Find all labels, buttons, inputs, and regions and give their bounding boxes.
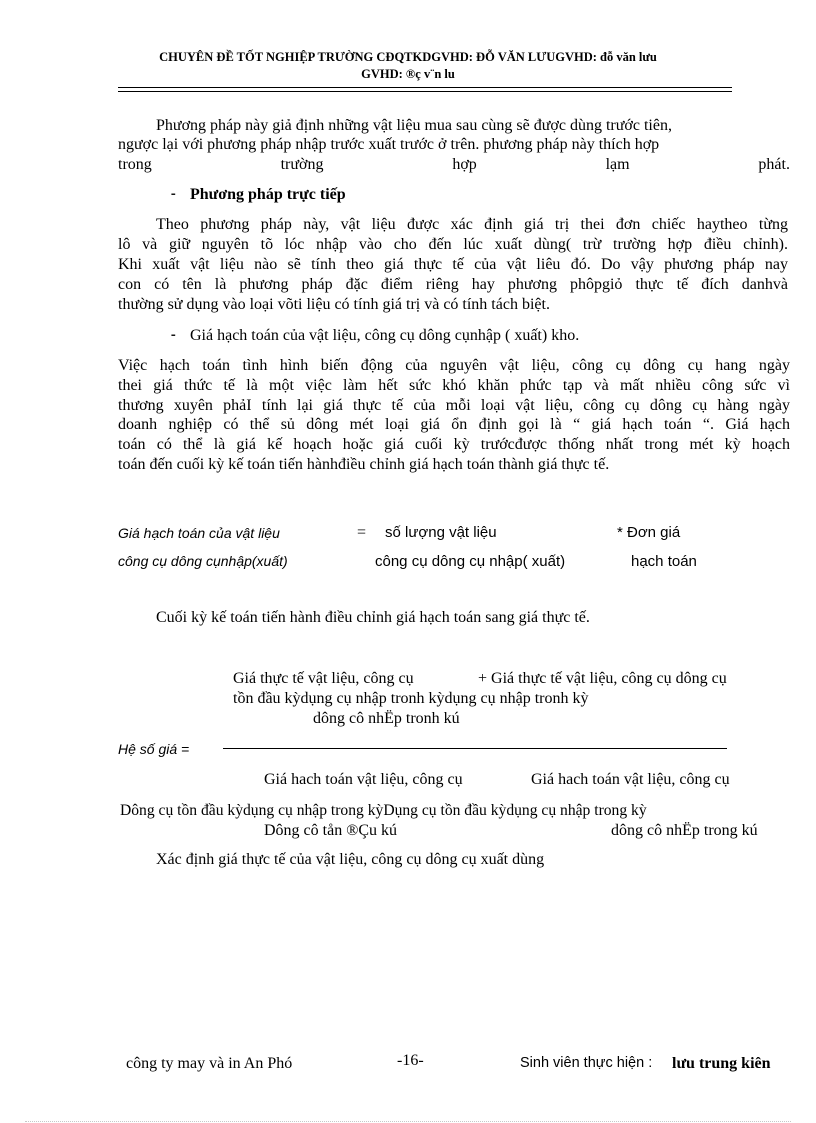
paragraph-line: toán đến cuối kỳ kế toán tiến hànhđiều chỉnh giá hạch toán thành giá thực tế. (118, 456, 610, 473)
formula-label: Hệ số giá = (118, 741, 190, 757)
word: hợp (452, 156, 477, 173)
formula-equals: = (357, 524, 367, 541)
word: trong (118, 156, 152, 173)
paragraph-line: ngược lại với phương pháp nhập trước xuất trước ở trên. phương pháp này thích hợp (118, 136, 660, 153)
word: lạm (605, 156, 630, 173)
formula-lhs: Giá hạch toán của vật liệu (118, 525, 280, 541)
formula-lhs: công cụ dông cụnhập(xuất) (118, 553, 288, 569)
page-header-title: CHUYÊN ĐỀ TỐT NGHIỆP TRƯỜNG CĐQTKDGVHD: ĐỖ VĂN LƯUGVHD: đỗ văn lưu (159, 50, 657, 64)
paragraph-line: doanh nghiệp có thể sủ dông mét loại giá ổn định gọi là “ giá hạch toán “. Giá hạch (118, 416, 790, 433)
formula-numerator: tồn đầu kỳdụng cụ nhập tronh kỳdụng cụ nhập tronh kỳ (233, 690, 589, 707)
formula-term: số lượng vật liệu (385, 524, 497, 541)
paragraph-line: Khi xuất vật liệu nào sẽ tính theo giá thực tế của vật liêu đó. Do vậy phương pháp nay (118, 256, 788, 273)
header-double-rule (118, 87, 732, 92)
bullet-dash-icon: ⁃ (170, 328, 177, 343)
paragraph-line: Việc hạch toán tình hình biến động của nguyên vật liệu, công cụ dông cụ hang ngày (118, 357, 790, 374)
paragraph-line: thei giá thức tế là một việc làm hết sức khó khăn phức tạp và mất nhiều công sức vì (118, 377, 790, 394)
paragraph-line: Cuối kỳ kế toán tiến hành điều chỉnh giá hạch toán sang giá thực tế. (156, 609, 590, 626)
formula-term: hạch toán (631, 553, 697, 570)
footer-page-number: -16- (397, 1052, 424, 1069)
paragraph-line: lô và giữ nguyên tõ lóc nhập vào cho đến lúc xuất dùng( trừ trường hợp điều chỉnh). (118, 236, 788, 253)
paragraph-justified-line (118, 155, 790, 174)
footer-student-label: Sinh viên thực hiện : (520, 1055, 653, 1071)
formula-numerator: dông cô nhËp tronh kú (313, 710, 460, 727)
formula-denominator: Dông cô tån ®Çu kú (264, 822, 398, 839)
fraction-bar (223, 748, 727, 749)
page-bottom-divider (25, 1121, 791, 1122)
paragraph-line: thương xuyên phảI tính lại giá thực tế của mỗi loại vật liệu, công cụ dông cụ hàng ngày (118, 397, 790, 414)
footer-company: công ty may và in An Phó (126, 1055, 293, 1072)
paragraph-line: Xác định giá thực tế của vật liệu, công cụ dông cụ xuất dùng (156, 851, 545, 868)
formula-denominator: Dông cụ tồn đầu kỳdụng cụ nhập trong kỳDụng cụ tồn đầu kỳdụng cụ nhập trong kỳ (120, 802, 647, 819)
formula-denominator: dông cô nhËp trong kú (611, 822, 758, 839)
page-header-advisor: GVHD: ®ç v¨n lu (361, 67, 455, 81)
formula-term: * Đơn giá (617, 524, 681, 541)
paragraph-line: thường sử dụng vào loại võti liệu có tính giá trị và có tính tách biệt. (118, 296, 550, 313)
paragraph-line: Phương pháp này giả định những vật liệu mua sau cùng sẽ được dùng trước tiên, (156, 117, 672, 134)
bullet-text: Giá hạch toán của vật liệu, công cụ dông cụnhập ( xuất) kho. (190, 327, 580, 344)
formula-term: công cụ dông cụ nhập( xuất) (375, 553, 566, 570)
section-heading: Phương pháp trực tiếp (190, 186, 346, 203)
formula-numerator: + Giá thực tế vật liệu, công cụ dông cụ (478, 670, 727, 687)
formula-numerator: Giá thực tế vật liệu, công cụ (233, 670, 414, 687)
formula-denominator: Giá hach toán vật liệu, công cụ (264, 771, 463, 788)
formula-denominator: Giá hach toán vật liệu, công cụ (531, 771, 730, 788)
bullet-dash-icon: ⁃ (170, 187, 177, 202)
footer-student-name: lưu trung kiên (672, 1055, 771, 1072)
word: phát. (758, 156, 790, 173)
word: trường (280, 156, 324, 173)
paragraph-line: toán có thể là giá kế hoạch hoặc giá cuối kỳ trướcđược thống nhất trong mét kỳ hoạch (118, 436, 790, 453)
paragraph-line: Theo phương pháp này, vật liệu được xác định giá trị thei đơn chiếc haytheo từng (156, 216, 788, 233)
paragraph-line: con có tên là phương pháp đặc điểm riêng hay phương phôpgiỏ thực tế đích danhvà (118, 276, 788, 293)
